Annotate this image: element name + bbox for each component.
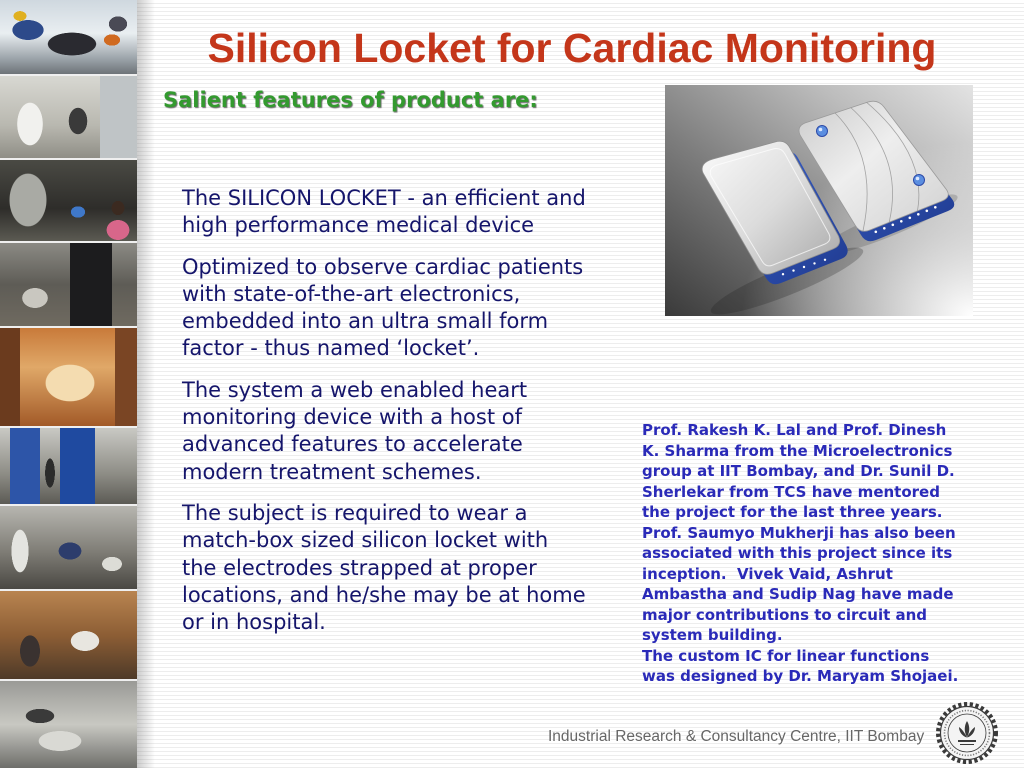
product-photo [665, 85, 973, 316]
feature-paragraph-4 [182, 500, 622, 636]
credits-line: inception. Vivek Vaid, Ashrut [642, 564, 893, 583]
photo-blue-machines [0, 428, 137, 506]
credits-line: The custom IC for linear functions [642, 646, 930, 665]
feature-paragraph-3 [182, 377, 622, 486]
credits-line: Sherlekar from TCS have mentored [642, 482, 940, 501]
credits-text [642, 420, 1002, 687]
feature-text-line: Optimized to observe cardiac patients [182, 254, 584, 279]
feature-text-line: The subject is required to wear a [182, 500, 528, 525]
photo-instrument-rack [0, 243, 137, 328]
photo-workstations [0, 506, 137, 591]
photo-technician [0, 591, 137, 681]
credits-line: K. Sharma from the Microelectronics [642, 441, 953, 460]
footer-organization: Industrial Research & Consultancy Centre, IIT Bombay [548, 728, 925, 745]
feature-text-line: factor - thus named ‘locket’. [182, 336, 480, 361]
photo-observatory-equipment [0, 0, 137, 76]
credits-line: was designed by Dr. Maryam Shojaei. [642, 667, 959, 685]
silicon-locket-render [665, 85, 973, 316]
slide-subtitle: Salient features of product are: [163, 88, 538, 112]
lab-photo-strip [0, 0, 137, 768]
feature-text-line: the electrodes strapped at proper [182, 555, 537, 580]
credits-line: the project for the last three years. [642, 503, 943, 521]
feature-text-line: advanced features to accelerate [182, 432, 523, 457]
feature-list [182, 185, 622, 636]
credits-line: Ambastha and Sudip Nag have made [642, 585, 954, 603]
credits-line: major contributions to circuit and [642, 605, 928, 624]
iit-bombay-seal-icon [934, 700, 1000, 766]
photo-test-equipment [0, 681, 137, 768]
feature-text-line: locations, and he/she may be at home [182, 582, 586, 607]
photo-strip-fade [137, 0, 155, 768]
photo-building-atrium [0, 328, 137, 428]
feature-text-line: modern treatment schemes. [182, 459, 482, 484]
feature-paragraph-2 [182, 254, 622, 363]
photo-computer-operator [0, 160, 137, 243]
feature-text-line: monitoring device with a host of [182, 405, 522, 430]
feature-text-line: with state-of-the-art electronics, [182, 281, 521, 306]
credits-line: associated with this project since its [642, 544, 953, 562]
slide-title: Silicon Locket for Cardiac Monitoring [207, 25, 937, 71]
credits-line: group at IIT Bombay, and Dr. Sunil D. [642, 462, 955, 480]
feature-paragraph-1 [182, 185, 622, 240]
photo-lab-bench [0, 76, 137, 160]
feature-text-line: The SILICON LOCKET - an efficient and [182, 186, 586, 210]
credits-line: Prof. Saumyo Mukherji has also been [642, 523, 956, 542]
credits-line: Prof. Rakesh K. Lal and Prof. Dinesh [642, 421, 947, 439]
feature-text-line: or in hospital. [182, 610, 326, 635]
feature-text-line: match-box sized silicon locket with [182, 528, 549, 553]
feature-text-line: embedded into an ultra small form [182, 309, 549, 334]
feature-text-line: high performance medical device [182, 213, 535, 238]
credits-line: system building. [642, 626, 783, 644]
feature-text-line: The system a web enabled heart [182, 377, 528, 402]
